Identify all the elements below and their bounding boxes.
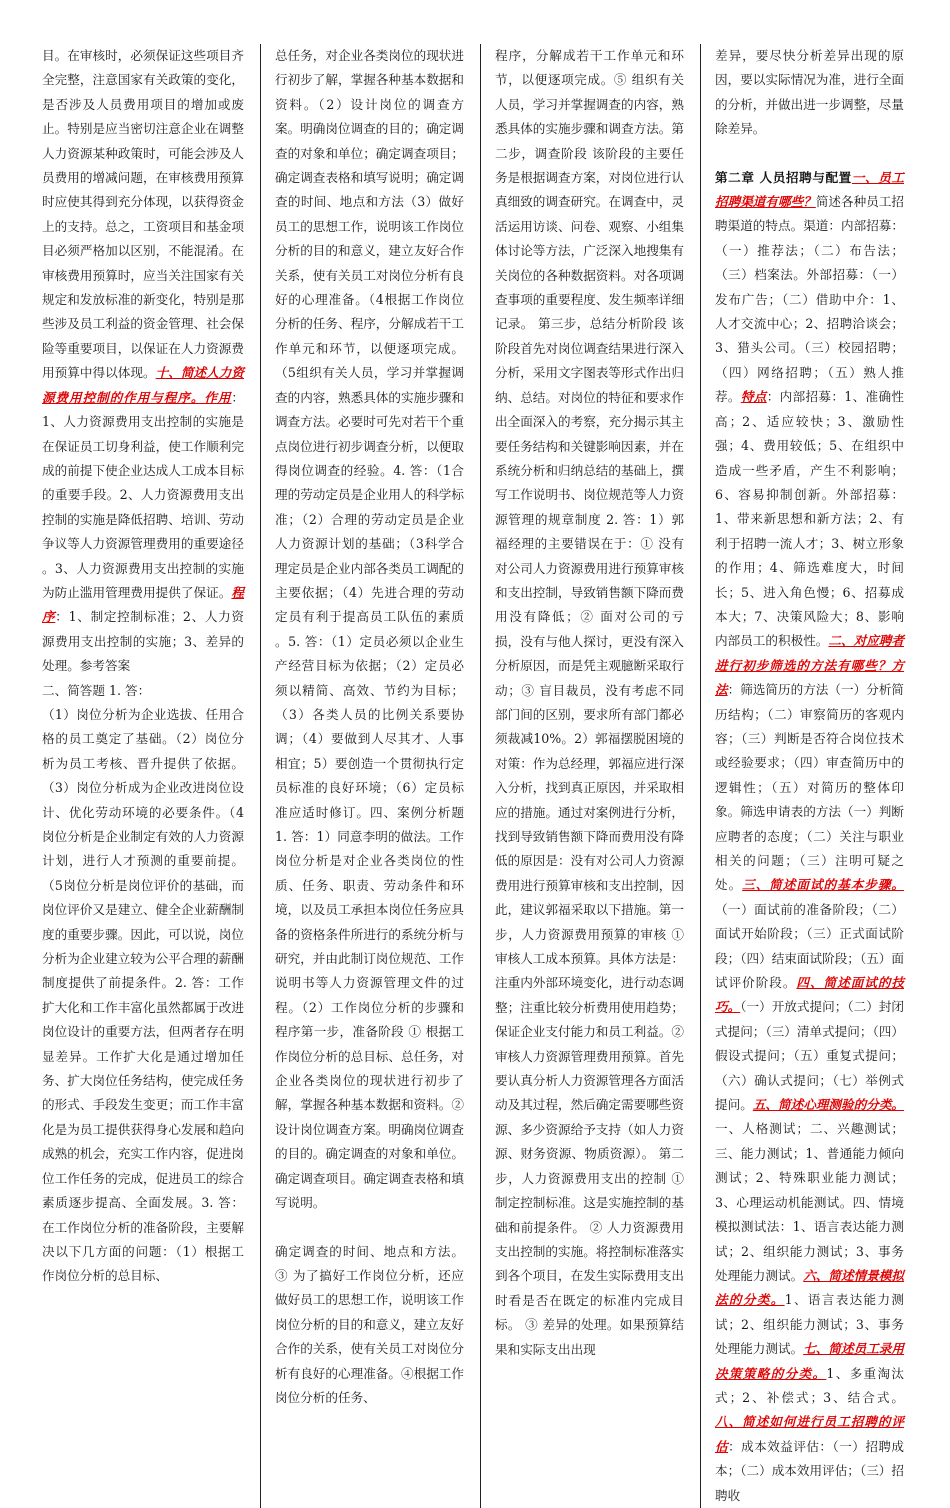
- text-paragraph: 总任务，对企业各类岗位的现状进行初步了解，掌握各种基本数据和资料。（2）设计岗位的调查方案。明确岗位调查的目的；确定调查的对象和单位；确定调查项目；确定调查表格和填写说明；确定调查的时间、地点和方法（3）做好员工的思想工作，说明该工作岗位分析的目的和意义，建立友好合作关系，使有关员工对岗位分析有良好的心理准备。（4根据工作岗位分析的任务、程序，分解成若干工作单元和环节，以便逐项完成。（5组织有关人员，学习并掌握调查的内容，熟悉具体的实施步骤和调查方法。必要时可先对若干个重点岗位进行初步调查分析，以便取得岗位调查的经验。4. 答：（1合理的劳动定员是企业用人的科学标准；（2）合理的劳动定员是企业人力资源计划的基础；（3科学合理定员是企业内部各类员工调配的主要依据；（4）先进合理的劳动定员有利于提高员工队伍的素质 。5. 答：（1）定员必须以企业生产经营目标为依据；（2）定员必须以精简、高效、节约为目标；（3）各类人员的比例关系要协调；（4）要做到人尽其才、人事相宜；5）要创造一个贯彻执行定员标准的良好环境；（6）定员标准应适时修订。四、案例分析题 1. 答：1）同意李明的做法。工作岗位分析是对企业各类岗位的性质、任务、职责、劳动条件和环境，以及员工承担本岗位任务应具备的资格条件所进行的系统分析与研究，并由此制订岗位规范、工作说明书等人力资源管理文件的过程。（2）工作岗位分析的步骤和程序第一步，准备阶段 ① 根据工作岗位分析的总目标、总任务，对企业各类岗位的现状进行初步了解，掌握各种基本数据和资料。② 设计岗位调查方案。明确岗位调查的目的。确定调查的对象和单位。确定调查项目。确定调查表格和填写说明。: [275, 48, 464, 1211]
- paragraph-gap: [275, 1216, 464, 1240]
- question-heading: 五、简述心理测验的分类。: [752, 1097, 905, 1113]
- body-text: 简述各种员工招聘渠道的特点。渠道：内部招募：（一）推荐法；（二）布告法；（三）档案法。外部招募：（一）发布广告；（二）借助中介：1、人才交流中心；2、招聘洽谈会；3、猎头公司。（三）校园招聘；（四）网络招聘；（五）熟人推荐。: [715, 194, 905, 405]
- body-text: 1、语言表达能力测试；2、组织能力测试；3、事务处理能力测试。: [715, 1292, 904, 1357]
- body-text: ：1、制定控制标准；2、人力资源费用支出控制的实施；3、差异的处理。参考答案: [42, 609, 245, 674]
- question-heading: 特点: [740, 389, 767, 405]
- body-text: ：筛选简历的方法（一）分析简历结构；（二）审察简历的客观内容；（三）判断是否符合岗位技术或经验要求；（四）审查简历中的逻辑性；（五）对简历的整体印象。筛选申请表的方法（一）判断应聘者的态度；（二）关注与职业相关的问题；（三）注明可疑之处。: [715, 682, 905, 893]
- document-page: [40, 44, 912, 1503]
- question-heading: 八、简述如何进行员工招聘的评估: [715, 1414, 904, 1454]
- text-paragraph: 差异，要尽快分析差异出现的原因，要以实际情况为准，进行全面的分析，并做出进一步调整，尽量除差异。: [715, 48, 904, 137]
- body-text: ：成本效益评估：（一）招聘成本；（二）成本效用评估；（三）招聘收: [715, 1438, 905, 1503]
- question-heading: 二、对应聘者进行初步筛选的方法有哪些？方法: [715, 633, 905, 698]
- question-heading: 程序: [42, 584, 244, 625]
- question-heading: 六、简述情景模拟法的分类。: [715, 1267, 905, 1308]
- body-text: 一、人格测试；二、兴趣测试；三、能力测试；1、普通能力倾向测试；2、特殊职业能力测试；3、心理运动机能测试。四、情境模拟测试法：1、语言表达能力测试；2、组织能力测试；3、事务处理能力测试。: [715, 1121, 904, 1283]
- section-heading: 二、简答题 1. 答：: [42, 682, 151, 698]
- column-3: [480, 44, 692, 1508]
- chapter-title: 第二章 人员招聘与配置: [715, 169, 852, 185]
- body-text: 1、多重淘汰式；2、补偿式；3、结合式。: [715, 1365, 904, 1405]
- text-paragraph: [42, 44, 244, 679]
- text-paragraph: （1）岗位分析为企业选拔、任用合格的员工奠定了基础。（2）岗位分析为员工考核、晋升提供了依据。（3）岗位分析成为企业改进岗位设计、优化劳动环境的必要条件。（4岗位分析是企业制定有效的人力资源计划，进行人才预测的重要前提。（5岗位分析是岗位评价的基础，而岗位评价又是建立、健全企业薪酬制度的重要步骤。因此，可以说，岗位分析为企业建立较为公平合理的薪酬制度提供了前提条件。2. 答：工作扩大化和工作丰富化虽然都属于改进岗位设计的重要方法，但两者存在明显差异。工作扩大化是通过增加任务、扩大岗位任务结构，使完成任务的形式、手段发生变更；而工作丰富化是为员工提供获得身心发展和趋向成熟的机会，充实工作内容，促进岗位工作任务的完成，促进员工的综合素质逐步提高、全面发展。3. 答：在工作岗位分析的准备阶段，主要解决以下几方面的问题：（1）根据工作岗位分析的总目标、: [42, 706, 244, 1284]
- body-text: 目。在审核时，必须保证这些项目齐全完整，注意国家有关政策的变化，是否涉及人员费用项目的增加或废止。特别是应当密切注意企业在调整人力资源某种政策时，可能会涉及人员费用的增减问题，在审核费用预算时应使其得到充分体现，以获得资金上的支持。总之，工资项目和基金项目必须严格加以区别，不能混淆。在审核费用预算时，应当关注国家有关规定和发放标准的新变化，特别是那些涉及员工利益的资金管理、社会保险等重要项目，以保证在人力资源费用预算中得以体现。: [42, 48, 244, 381]
- body-text: （一）面试前的准备阶段；（二）面试开始阶段；（三）正式面试阶段；（四）结束面试阶段；（五）面试评价阶段。: [715, 901, 904, 991]
- column-2: [260, 44, 472, 1508]
- body-text: （一）开放式提问；（二）封闭式提问；（三）清单式提问；（四）假设式提问；（五）重复式提问；（六）确认式提问；（七）举例式提问。: [715, 999, 904, 1113]
- text-paragraph: 程序，分解成若干工作单元和环节，以便逐项完成。⑤ 组织有关人员，学习并掌握调查的内容，熟悉具体的实施步骤和调查方法。第二步，调查阶段 该阶段的主要任务是根据调查方案，对岗位进行认真细致的调查研究。在调查中，灵活运用访谈、问卷、观察、小组集体讨论等方法，广泛深入地搜集有关岗位的各种数据资料。对各项调查事项的重要程度、发生频率详细记录。 第三步，总结分析阶段 该阶段首先对岗位调查结果进行深入分析，采用文字图表等形式作出归纳、总结。对岗位的特征和要求作出全面深入的考察，充分揭示其主要任务结构和关键影响因素，并在系统分析和归纳总结的基础上，撰写工作说明书、岗位规范等人力资源管理的规章制度 2. 答：1）郭福经理的主要错误在于：① 没有对公司人力资源费用进行预算审核和支出控制，导致销售额下降而费用没有降低；② 面对公司的亏损，没有与他人探讨，更没有深入分析原因，而是凭主观臆断采取行动；③ 盲目裁员，没有考虑不同部门间的区别，要求所有部门都必须裁减10%。2）郭福摆脱困境的对策：作为总经理，郭福应进行深入分析，找到真正原因，并采取相应的措施。通过对案例进行分析，找到导致销售额下降而费用没有降低的原因是：没有对公司人力资源费用进行预算审核和支出控制，因此，建议郭福采取以下措施。第一步，人力资源费用预算的审核 ① 审核人工成本预算。具体方法是：注重内外部环境变化，进行动态调整；注重比较分析费用使用趋势；保证企业支付能力和员工利益。②审核人力资源管理费用预算。首先要认真分析人力资源管理各方面活动及其过程，然后确定需要哪些资源、多少资源给予支持（如人力资源、财务资源、物质资源）。 第二步，人力资源费用支出的控制 ① 制定控制标准。这是实施控制的基础和前提条件。 ② 人力资源费用支出控制的实施。将控制标准落实到各个项目，在发生实际费用支出时看是否在既定的标准内完成目标。 ③ 差异的处理。如果预算结果和实际支出出现: [495, 48, 684, 1357]
- question-heading: 四、简述面试的技巧。: [715, 975, 905, 1015]
- question-heading: 七、简述员工录用决策策略的分类。: [715, 1341, 905, 1381]
- question-heading: 三、简述面试的基本步骤。: [742, 877, 905, 893]
- body-text: ：1、人力资源费用支出控制的实施是在保证员工切身利益，使工作顺利完成的前提下使企业达成人工成本目标的重要手段。2、人力资源费用支出控制的实施是降低招聘、培训、劳动争议等人力资源管理费用的重要途径 。3、人力资源费用支出控制的实施为防止滥用管理费用提供了保证。: [42, 389, 244, 600]
- question-heading: 一、员工招聘渠道有哪些？: [715, 169, 904, 210]
- text-paragraph: [715, 166, 904, 1508]
- body-text: ：内部招募：1、准确性高；2、适应较快；3、激励性强；4、费用较低；5、在组织中造成一些矛盾，产生不利影响；6、容易抑制创新。外部招募：1、带来新思想和新方法；2、有利于招聘一流人才；3、树立形象的作用；4、筛选难度大，时间长；5、进入角色慢；6、招募成本大；7、决策风险大；8、影响内部员工的积极性。: [715, 389, 905, 649]
- text-paragraph: 确定调查的时间、地点和方法。 ③ 为了搞好工作岗位分析，还应做好员工的思想工作，说明该工作岗位分析的目的和意义，建立友好合作的关系，使有关员工对岗位分析有良好的心理准备。④根据工作岗位分析的任务、: [275, 1243, 464, 1405]
- paragraph-gap: [715, 142, 904, 166]
- column-1: [40, 44, 252, 1508]
- column-4: [700, 44, 912, 1508]
- question-heading: 十、简述人力资源费用控制的作用与程序。作用: [42, 365, 245, 405]
